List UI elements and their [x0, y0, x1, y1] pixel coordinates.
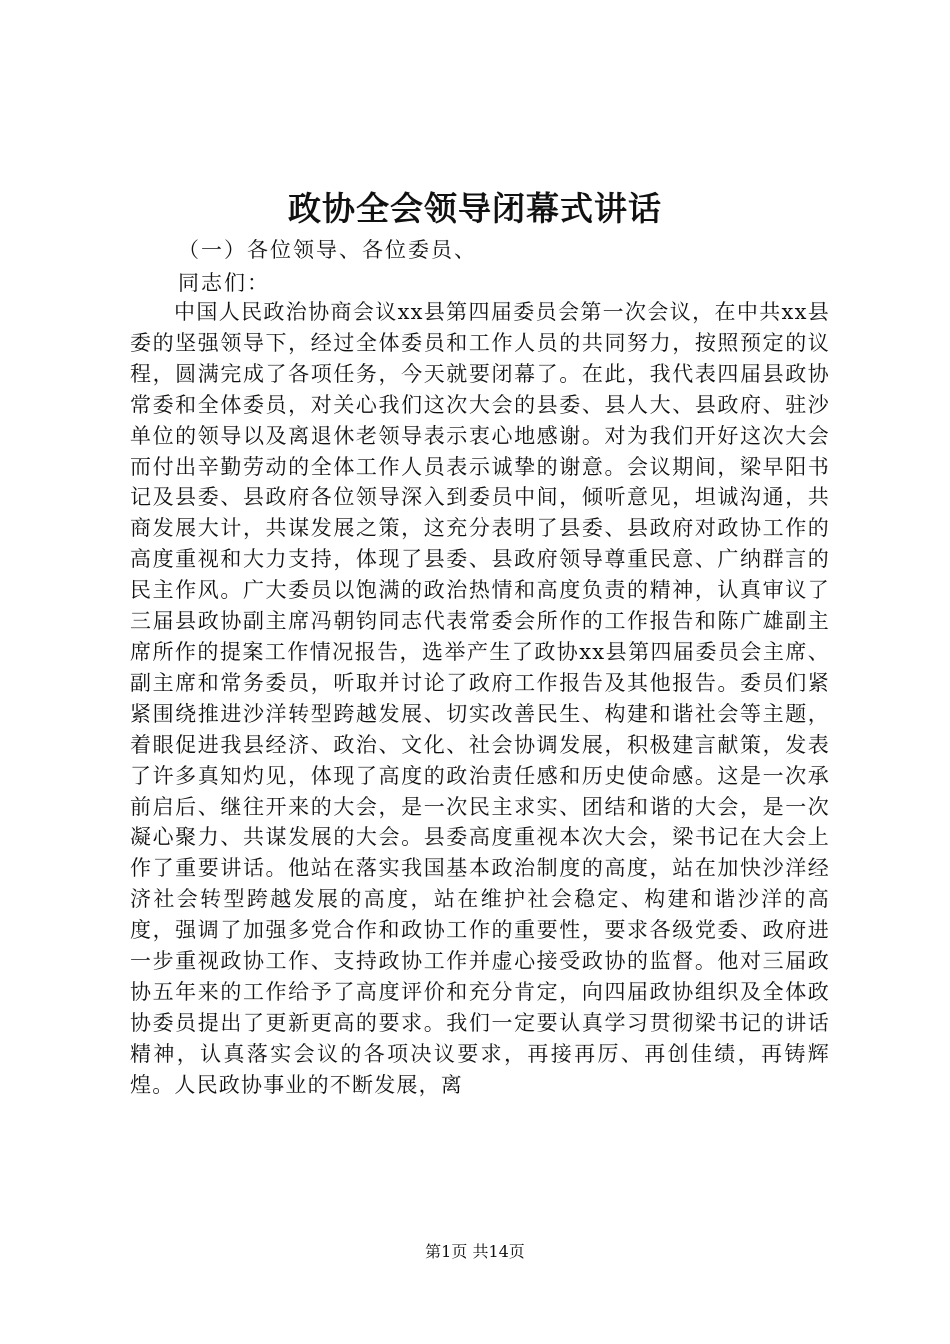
salutation-line-1: （一）各位领导、各位委员、	[178, 238, 477, 262]
salutation-line-2: 同志们：	[178, 271, 270, 295]
body-paragraph: 中国人民政治协商会议xx县第四届委员会第一次会议，在中共xx县委的坚强领导下，经过全体委员和工作人员的共同努力，按照预定的议程，圆满完成了各项任务，今天就要闭幕了。在此，我代表四届县政协常委和全体委员，对关心我们这次大会的县委、县人大、县政府、驻沙单位的领导以及离退休老领导表示衷心地感谢。对为我们开好这次大会而付出辛勤劳动的全体工作人员表示诚挚的谢意。会议期间，梁早阳书记及县委、县政府各位领导深入到委员中间，倾听意见，坦诚沟通，共商发展大计，共谋发展之策，这充分表明了县委、县政府对政协工作的高度重视和大力支持，体现了县委、县政府领导尊重民意、广纳群言的民主作风。广大委员以饱满的政治热情和高度负责的精神，认真审议了三届县政协副主席冯朝钧同志代表常委会所作的工作报告和陈广雄副主席所作的提案工作情况报告，选举产生了政协xx县第四届委员会主席、副主席和常务委员，听取并讨论了政府工作报告及其他报告。委员们紧紧围绕推进沙洋转型跨越发展、切实改善民生、构建和谐社会等主题，着眼促进我县经济、政治、文化、社会协调发展，积极建言献策，发表了许多真知灼见，体现了高度的政治责任感和历史使命感。这是一次承前启后、继往开来的大会，是一次民主求实、团结和谐的大会，是一次凝心聚力、共谋发展的大会。县委高度重视本次大会，梁书记在大会上作了重要讲话。他站在落实我国基本政治制度的高度，站在加快沙洋经济社会转型跨越发展的高度，站在维护社会稳定、构建和谐沙洋的高度，强调了加强多党合作和政协工作的重要性，要求各级党委、政府进一步重视政协工作、支持政协工作并虚心接受政协的监督。他对三届政协五年来的工作给予了高度评价和充分肯定，向四届政协组织及全体政协委员提出了更新更高的要求。我们一定要认真学习贯彻梁书记的讲话精神，认真落实会议的各项决议要求，再接再厉、再创佳绩，再铸辉煌。人民政协事业的不断发展，离	[130, 300, 830, 1097]
document-title: 政协全会领导闭幕式讲话	[288, 189, 662, 228]
page-footer: 第1页 共14页	[425, 1242, 525, 1261]
